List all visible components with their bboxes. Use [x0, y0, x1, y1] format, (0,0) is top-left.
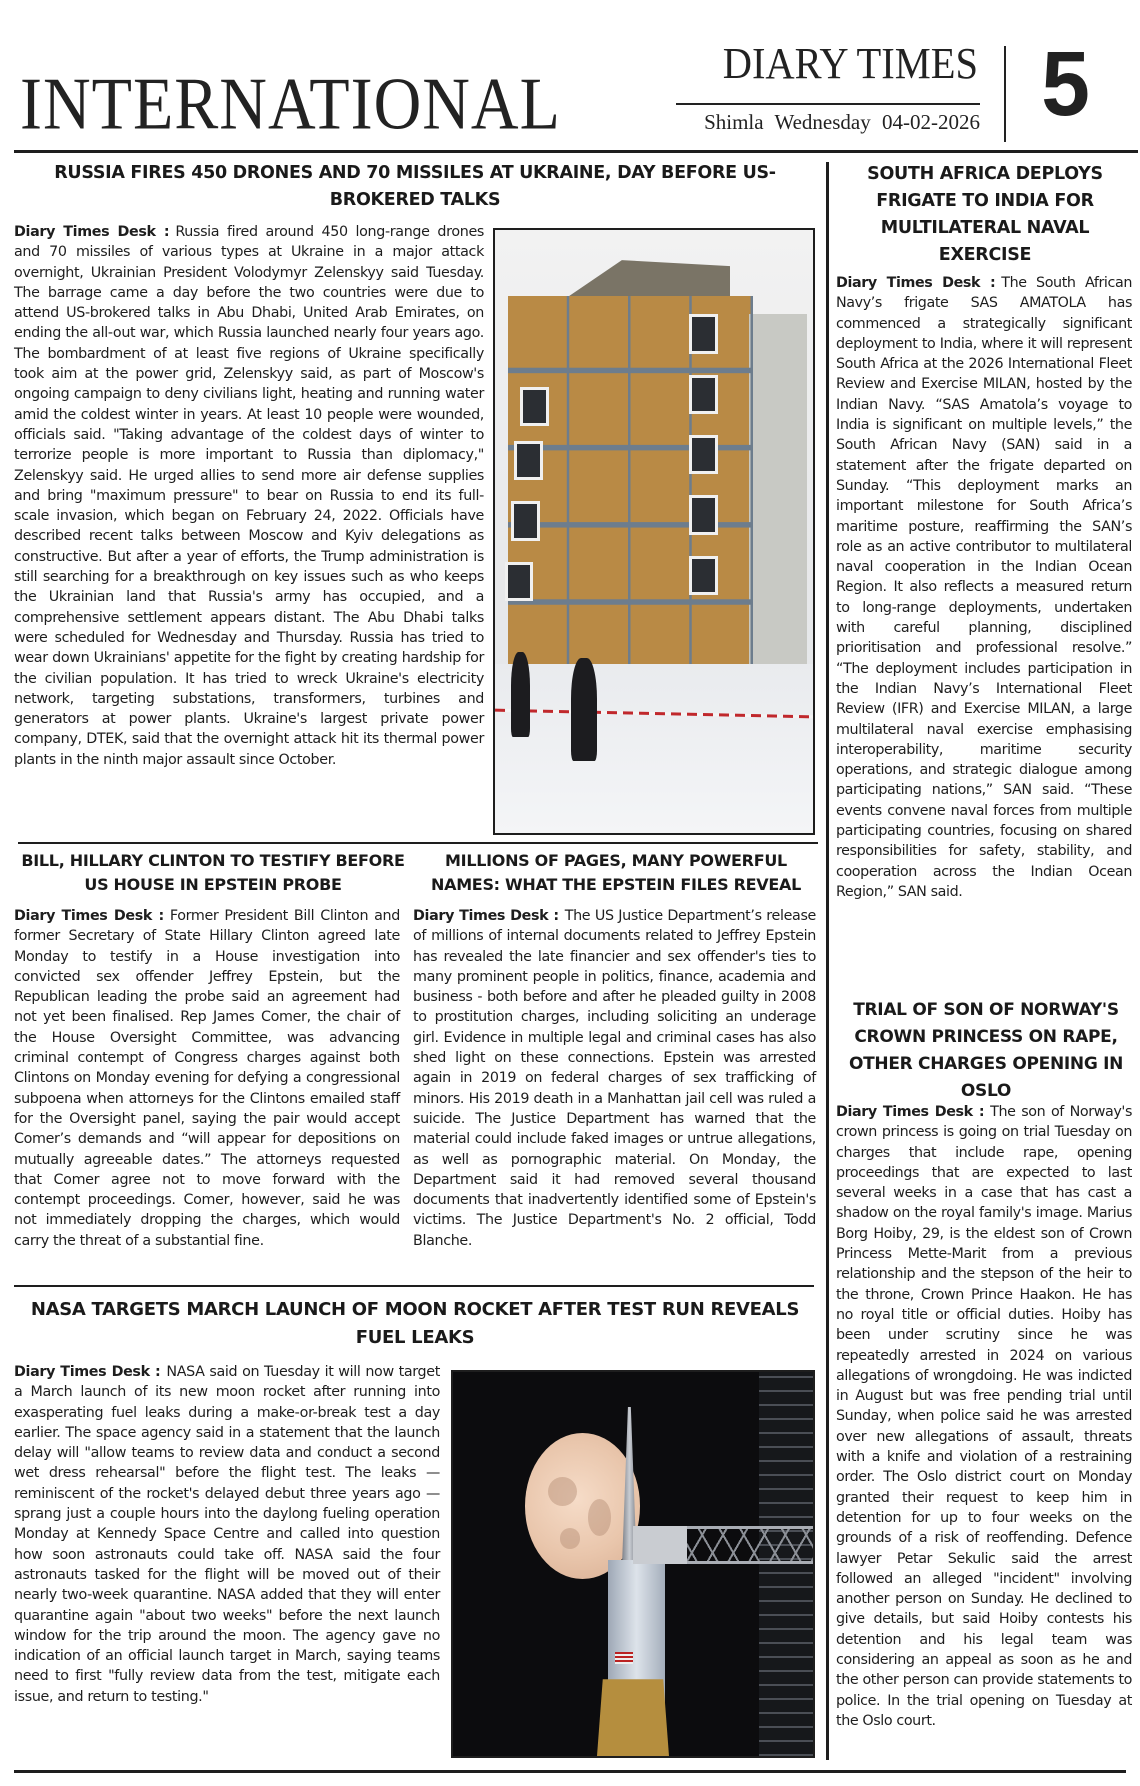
- article-text: The South African Navy’s frigate SAS AMATOLA has commenced a strategically significant deployment to India, where it will represent South Africa at the 2026 International Fleet Review and Exercise MILAN, hosted by the Indian Navy. “SAS Amatola’s voyage to India is significant on multiple levels,” the South African Navy (SAN) said in a statement after the frigate departed on Sunday. “This deployment marks an important milestone for South Africa’s maritime posture, reaffirming the SAN’s role as an active contributor to multilateral naval cooperation in the Indian Ocean Region. It also reflects a measured return to long-range deployments, undertaken with careful planning, disciplined prioritisation and professional resolve.” “The deployment includes participation in the Indian Navy’s International Fleet Review (IFR) and Exercise MILAN, a large multilateral naval exercise emphasising interoperability, maritime security operations, and strategic dialogue among participating nations,” SAN said. “These events convene naval forces from multiple participating countries, focusing on shared responsibilities for safety, stability, and cooperation across the Indian Ocean Region,” SAN said.: [836, 275, 1132, 900]
- edition-city: Shimla: [704, 110, 764, 134]
- page-number: 5: [1041, 33, 1090, 135]
- byline: Diary Times Desk :: [413, 908, 559, 924]
- byline: Diary Times Desk :: [14, 224, 170, 240]
- byline: Diary Times Desk :: [836, 1104, 985, 1120]
- edition-weekday: Wednesday: [774, 110, 871, 134]
- edition-dateline: [668, 110, 980, 135]
- newspaper-brand: DIARY TIMES: [722, 39, 978, 88]
- damaged-building-photo: [493, 228, 815, 835]
- article-body: [836, 273, 1132, 902]
- section-title: INTERNATIONAL: [20, 63, 561, 146]
- headline: BILL, HILLARY CLINTON TO TESTIFY BEFORE US HOUSE IN EPSTEIN PROBE: [21, 851, 405, 894]
- section-rule: [14, 1285, 814, 1287]
- article-text: The son of Norway's crown princess is going on trial Tuesday on charges that include rape, opening proceedings that are expected to last several weeks in a case that has cast a shadow on the royal family's image. Marius Borg Hoiby, 29, is the eldest son of Crown Princess Mette-Marit from a previous relationship and the stepson of the heir to the throne, Crown Prince Haakon. He has no royal title or official duties. Hoiby has been under scrutiny since he was repeatedly arrested in 2024 on various allegations of wrongdoing. He was indicted in August but was free pending trial until Sunday, when police said he was arrested over new allegations of assault, threats with a knife and violation of a restraining order. The Oslo district court on Monday granted their request to keep him in detention for up to four weeks on the grounds of a risk of reoffending. Defence lawyer Petar Sekulic said the arrest followed an alleged "incident" involving another person on Sunday. He declined to give details, but said Hoiby contests his detention and his legal team was considering an appeal as soon as he and the other person can provide statements to police. In the trial opening on Tuesday at the Oslo court.: [836, 1104, 1133, 1729]
- article-text: Russia fired around 450 long-range drones and 70 missiles of various types at Ukraine in a major attack overnight, Ukrainian President Volodymyr Zelenskyy said Tuesday. The barrage came a day before the two countries were due to attend US-brokered talks in Abu Dhabi, United Arab Emirates, on ending the all-out war, which Russia launched nearly four years ago. The bombardment of at least five regions of Ukraine specifically took aim at the power grid, Zelenskyy said, as part of Moscow's ongoing campaign to deny civilians light, heating and running water amid the coldest winter in years. At least 10 people were wounded, officials said. "Taking advantage of the coldest days of winter to terrorize people is more important to Russia than diplomacy," Zelenskyy said. He urged allies to send more air defense supplies and bring "maximum pressure" to bear on Russia to end its full-scale invasion, which began on February 24, 2022. Officials have described recent talks between Moscow and Kyiv delegations as constructive. But after a year of efforts, the Trump administration is still searching for a breakthrough on key issues such as who keeps the Ukrainian land that Russia's army has occupied, and a comprehensive settlement appears distant. The Abu Dhabi talks were scheduled for Wednesday and Thursday. Russia has tried to wear down Ukrainians' appetite for the fight by creating hardship for the civilian population. It has tried to wreck Ukraine's electricity network, targeting substations, transformers, turbines and generators at power plants. Ukraine's largest private power company, DTEK, said that the overnight attack hit its thermal power plants in the ninth major assault since October.: [14, 224, 484, 768]
- headline: MILLIONS OF PAGES, MANY POWERFUL NAMES: WHAT THE EPSTEIN FILES REVEAL: [431, 851, 801, 894]
- masthead-rule: [14, 150, 1138, 153]
- headline: SOUTH AFRICA DEPLOYS FRIGATE TO INDIA FOR MULTILATERAL NAVAL EXERCISE: [867, 164, 1103, 265]
- edition-date: 04-02-2026: [882, 110, 980, 134]
- moon-rocket-photo: [451, 1370, 815, 1758]
- byline: Diary Times Desk :: [14, 1364, 161, 1380]
- brand-underline: [676, 103, 980, 105]
- page-bottom-rule: [14, 1770, 1126, 1773]
- masthead-divider: [1004, 46, 1006, 142]
- byline: Diary Times Desk :: [14, 908, 164, 924]
- article-body: [14, 1362, 440, 1707]
- article-text: Former President Bill Clinton and former Secretary of State Hillary Clinton agreed late Monday to testify in a House investigation into convicted sex offender Jeffrey Epstein, but the Republican leading the probe said an agreement had not yet been finalised. Rep James Comer, the chair of the House Oversight Committee, was advancing criminal contempt of Congress charges against both Clintons on Monday evening for defying a congressional subpoena when attorneys for the Clintons emailed staff for the Oversight panel, saying the pair would accept Comer’s demands and “will appear for depositions on mutually agreeable dates.” The attorneys requested that Comer agree not to move forward with the contempt proceedings. Comer, however, said he was not immediately dropping the charges, which would carry the threat of a substantial fine.: [14, 908, 400, 1249]
- article-text: The US Justice Department’s release of millions of internal documents related to Jeffrey Epstein has revealed the late financier and sex offender's ties to many prominent people in politics, finance, academia and business - both before and after he pleaded guilty in 2008 to prostitution charges, including soliciting an underage girl. Evidence in multiple legal and criminal cases has also shed light on these connections. Epstein was arrested again in 2019 on federal charges of sex trafficking of minors. His 2019 death in a Manhattan jail cell was ruled a suicide. The Justice Department has warned that the material could include faked images or untrue allegations, as well as pornographic material. On Monday, the Department said it had removed several thousand documents that inadvertently identified some of Epstein's victims. The Justice Department's No. 2 official, Todd Blanche.: [413, 908, 816, 1249]
- article-text: NASA said on Tuesday it will now target a March launch of its new moon rocket after running into exasperating fuel leaks during a make-or-break test a day earlier. The space agency said in a statement that the launch delay will "allow teams to review data and conduct a second wet dress rehearsal" before the flight test. The leaks — reminiscent of the rocket's delayed debut three years ago — sprang just a couple hours into the daylong fueling operation Monday at Kennedy Space Centre and called into question how soon astronauts could take off. NASA said the four astronauts tasked for the flight will be moved out of their nearly two-week quarantine. NASA added that they will enter quarantine again "about two weeks" before the next launch window for the trip around the moon. The agency gave no indication of an official launch target in March, saying teams need to first "fully review data from the test, mitigate each issue, and return to testing.": [14, 1364, 440, 1705]
- article-body: [14, 222, 484, 770]
- article-body: [14, 906, 400, 1251]
- headline: TRIAL OF SON OF NORWAY'S CROWN PRINCESS ON RAPE, OTHER CHARGES OPENING IN OSLO: [848, 1000, 1124, 1101]
- headline: RUSSIA FIRES 450 DRONES AND 70 MISSILES AT UKRAINE, DAY BEFORE US-BROKERED TALKS: [54, 163, 776, 210]
- column-divider: [826, 162, 829, 1760]
- section-rule: [18, 842, 818, 844]
- article-body: [836, 1102, 1132, 1731]
- byline: Diary Times Desk :: [836, 275, 996, 291]
- article-body: [413, 906, 816, 1251]
- headline: NASA TARGETS MARCH LAUNCH OF MOON ROCKET AFTER TEST RUN REVEALS FUEL LEAKS: [30, 1299, 800, 1348]
